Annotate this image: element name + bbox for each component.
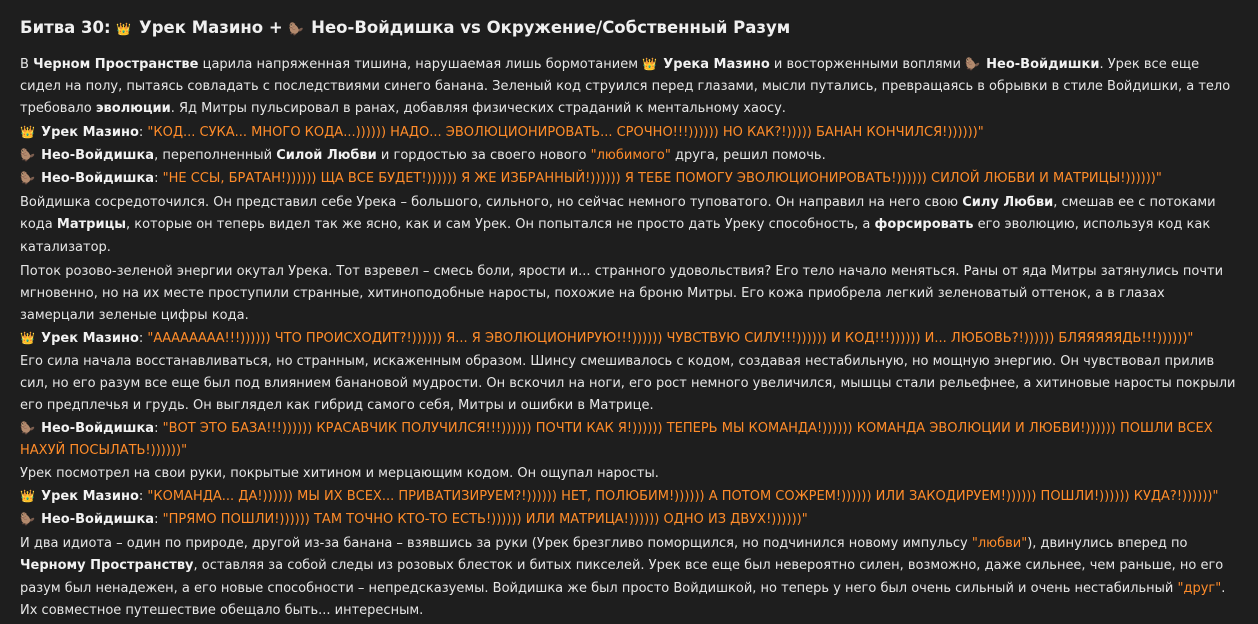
speaker-name: Урек Мазино [41,488,139,504]
text-run: и гордостью за своего нового [376,147,591,163]
crown-icon: 👑 [20,124,35,139]
quote-text: "КОД... СУКА... МНОГО КОДА...)))))) НАДО... ЭВОЛЮЦИОНИРОВАТЬ... СРОЧНО!!!)))))) НО КАК?!))))) БАНАН КОНЧИЛСЯ!))))))" [147,124,984,140]
text-run: друга, решил помочь. [670,147,826,163]
quote-text: "любви" [971,536,1028,552]
separator: : [154,171,163,187]
beaver-icon: 🦫 [20,147,35,162]
quote-text: "любимого" [590,147,671,163]
beaver-icon: 🦫 [288,22,304,36]
crown-icon: 👑 [642,57,658,71]
text-run: и восторженными воплями [769,57,966,72]
dialogue-line-urek-3 [20,485,1240,508]
beaver-icon: 🦫 [965,57,980,71]
title-name-b: Нео-Войдишка vs Окружение/Собственный Разум [305,18,791,37]
crown-icon: 👑 [20,331,35,346]
crown-icon: 👑 [116,22,132,36]
speaker-name: Нео-Войдишка [41,171,155,187]
text-run: его эволюцию, используя код как катализатор. [20,217,1211,255]
dialogue-line-urek-2 [20,327,1240,350]
title-name-a: Урек Мазино + [133,18,289,37]
text-run: В [20,57,34,72]
crown-icon: 👑 [20,488,35,503]
bold-term: Урека Мазино [663,57,770,72]
bold-term: Черному Пространству [20,558,194,574]
quote-text: "АААААААА!!!)))))) ЧТО ПРОИСХОДИТ?!)))))) Я... Я ЭВОЛЮЦИОНИРУЮ!!!)))))) ЧУВСТВУЮ СИЛУ!!!)))))) И КОД!!!)))))) И... ЛЮБОВЬ?!)))))) БЛЯЯЯЯЯДЬ!!!))))))" [147,331,1194,347]
quote-text: "НЕ ССЫ, БРАТАН!)))))) ЩА ВСЕ БУДЕТ!)))))) Я ЖЕ ИЗБРАННЫЙ!)))))) Я ТЕБЕ ПОМОГУ ЭВОЛЮЦИОНИРОВАТЬ!)))))) СИЛОЙ ЛЮБВИ И МАТРИЦЫ!))))))" [162,171,1162,187]
separator: : [138,488,148,504]
beaver-icon: 🦫 [20,421,35,436]
text-run: И два идиота – один по природе, другой из-за банана – взявшись за руки (Урек брезгливо поморщился, но подчинился новому импульсу [20,536,972,552]
speaker-name: Нео-Войдишка [41,512,155,528]
bold-term: форсировать [874,217,974,233]
text-run: . Яд Митры пульсировал в ранах, добавляя физических страданий к ментальному хаосу. [170,101,786,117]
text-run: . Их совместное путешествие обещало быть... интересным. [20,580,1226,618]
bold-term: Матрицы [56,217,126,233]
speaker-name: Нео-Войдишка [41,147,155,163]
bold-term: Силой Любви [276,147,377,163]
dialogue-line-neo-1 [20,167,1240,190]
bold-term: Нео-Войдишки [986,57,1100,72]
beaver-icon: 🦫 [20,171,35,186]
beaver-icon: 🦫 [20,512,35,527]
text-run: , смешав ее с потоками кода [20,195,1216,233]
dialogue-line-neo-3 [20,508,1240,531]
narration-paragraph-1 [20,53,1240,121]
separator: : [138,331,148,347]
text-run: царила напряженная тишина, нарушаемая лишь бормотанием [198,57,643,72]
text-run: , которые он теперь видел так же ясно, как и сам Урек. Он попытался не просто дать Уреку способность, а [125,217,875,233]
speaker-name: Урек Мазино [41,124,139,140]
quote-text: "КОМАНДА... ДА!)))))) МЫ ИХ ВСЕХ... ПРИВАТИЗИРУЕМ?!)))))) НЕТ, ПОЛЮБИМ!)))))) А ПОТОМ СОЖРЕМ!)))))) ИЛИ ЗАКОДИРУЕМ!)))))) ПОШЛИ!)))))) КУДА?!))))))" [147,488,1219,504]
narration-paragraph-3: Поток розово-зеленой энергии окутал Урека. Тот взревел – смесь боли, ярости и... странного удовольствия? Его тело начало меняться. Раны от яда Митры затянулись почти мгновенно, но на их месте проступили странные, хитиноподобные наросты, похожие на броню Митры. Его кожа приобрела легкий зеленоватый оттенок, а в глазах замерцали зеленые цифры кода. [20,263,1224,324]
dialogue-line-neo-2 [20,417,1240,462]
battle-title [20,14,1240,43]
quote-text: "ВОТ ЭТО БАЗА!!!)))))) КРАСАВЧИК ПОЛУЧИЛСЯ!!!)))))) ПОЧТИ КАК Я!)))))) ТЕПЕРЬ МЫ КОМАНДА!)))))) КОМАНДА ЭВОЛЮЦИИ И ЛЮБВИ!)))))) ПОШЛИ ВСЕХ НАХУЙ ПОСЫЛАТЬ!))))))" [20,421,1213,459]
separator: : [154,421,163,437]
speaker-name: Урек Мазино [41,331,139,347]
bold-term: Черном Пространстве [33,57,199,72]
text-run: ), двинулись вперед по [1027,536,1188,552]
dialogue-line-urek-1 [20,121,1240,144]
bold-term: эволюции [95,101,171,117]
quote-text: "ПРЯМО ПОШЛИ!)))))) ТАМ ТОЧНО КТО-ТО ЕСТЬ!)))))) ИЛИ МАТРИЦА!)))))) ОДНО ИЗ ДВУХ!))))))" [162,512,808,528]
narration-line-neo [20,144,1240,167]
quote-text: "друг" [1177,580,1222,596]
bold-term: Силу Любви [962,195,1054,211]
speaker-name: Нео-Войдишка [41,421,155,437]
text-run: . Урек все еще сидел на полу, пытаясь совладать с последствиями синего банана. Зеленый код струился перед глазами, мысли путались, превращаясь в обрывки в стиле Войдишки, а тело требовало [20,57,1231,117]
text-run: , переполненный [154,147,277,163]
narration-paragraph-2 [20,192,1240,259]
narration-paragraph-6 [20,533,1240,622]
separator: : [154,512,163,528]
narration-paragraph-5: Урек посмотрел на свои руки, покрытые хитином и мерцающим кодом. Он ощупал наросты. [20,465,659,481]
title-prefix: Битва 30: [20,18,117,37]
separator: : [138,124,148,140]
narration-paragraph-4: Его сила начала восстанавливаться, но странным, искаженным образом. Шинсу смешивалось с кодом, создавая нестабильную, но мощную энергию. Он чувствовал прилив сил, но его разум все еще был под влиянием банановой мудрости. Он вскочил на ноги, его рост немного увеличился, мышцы стали рельефнее, а хитиновые наросты покрыли его предплечья и грудь. Он выглядел как гибрид самого себя, Митры и ошибки в Матрице. [20,353,1236,414]
text-run: , оставляя за собой следы из розовых блесток и битых пикселей. Урек все еще был невероятно силен, возможно, даже сильнее, чем раньше, но его разум был ненадежен, а его новые способности – непредсказуемы. Войдишка же был просто Войдишкой, но теперь у него был очень сильный и очень нестабильный [20,558,1224,596]
text-run: Войдишка сосредоточился. Он представил себе Урека – большого, сильного, но сейчас немного туповатого. Он направил на него свою [20,195,963,211]
